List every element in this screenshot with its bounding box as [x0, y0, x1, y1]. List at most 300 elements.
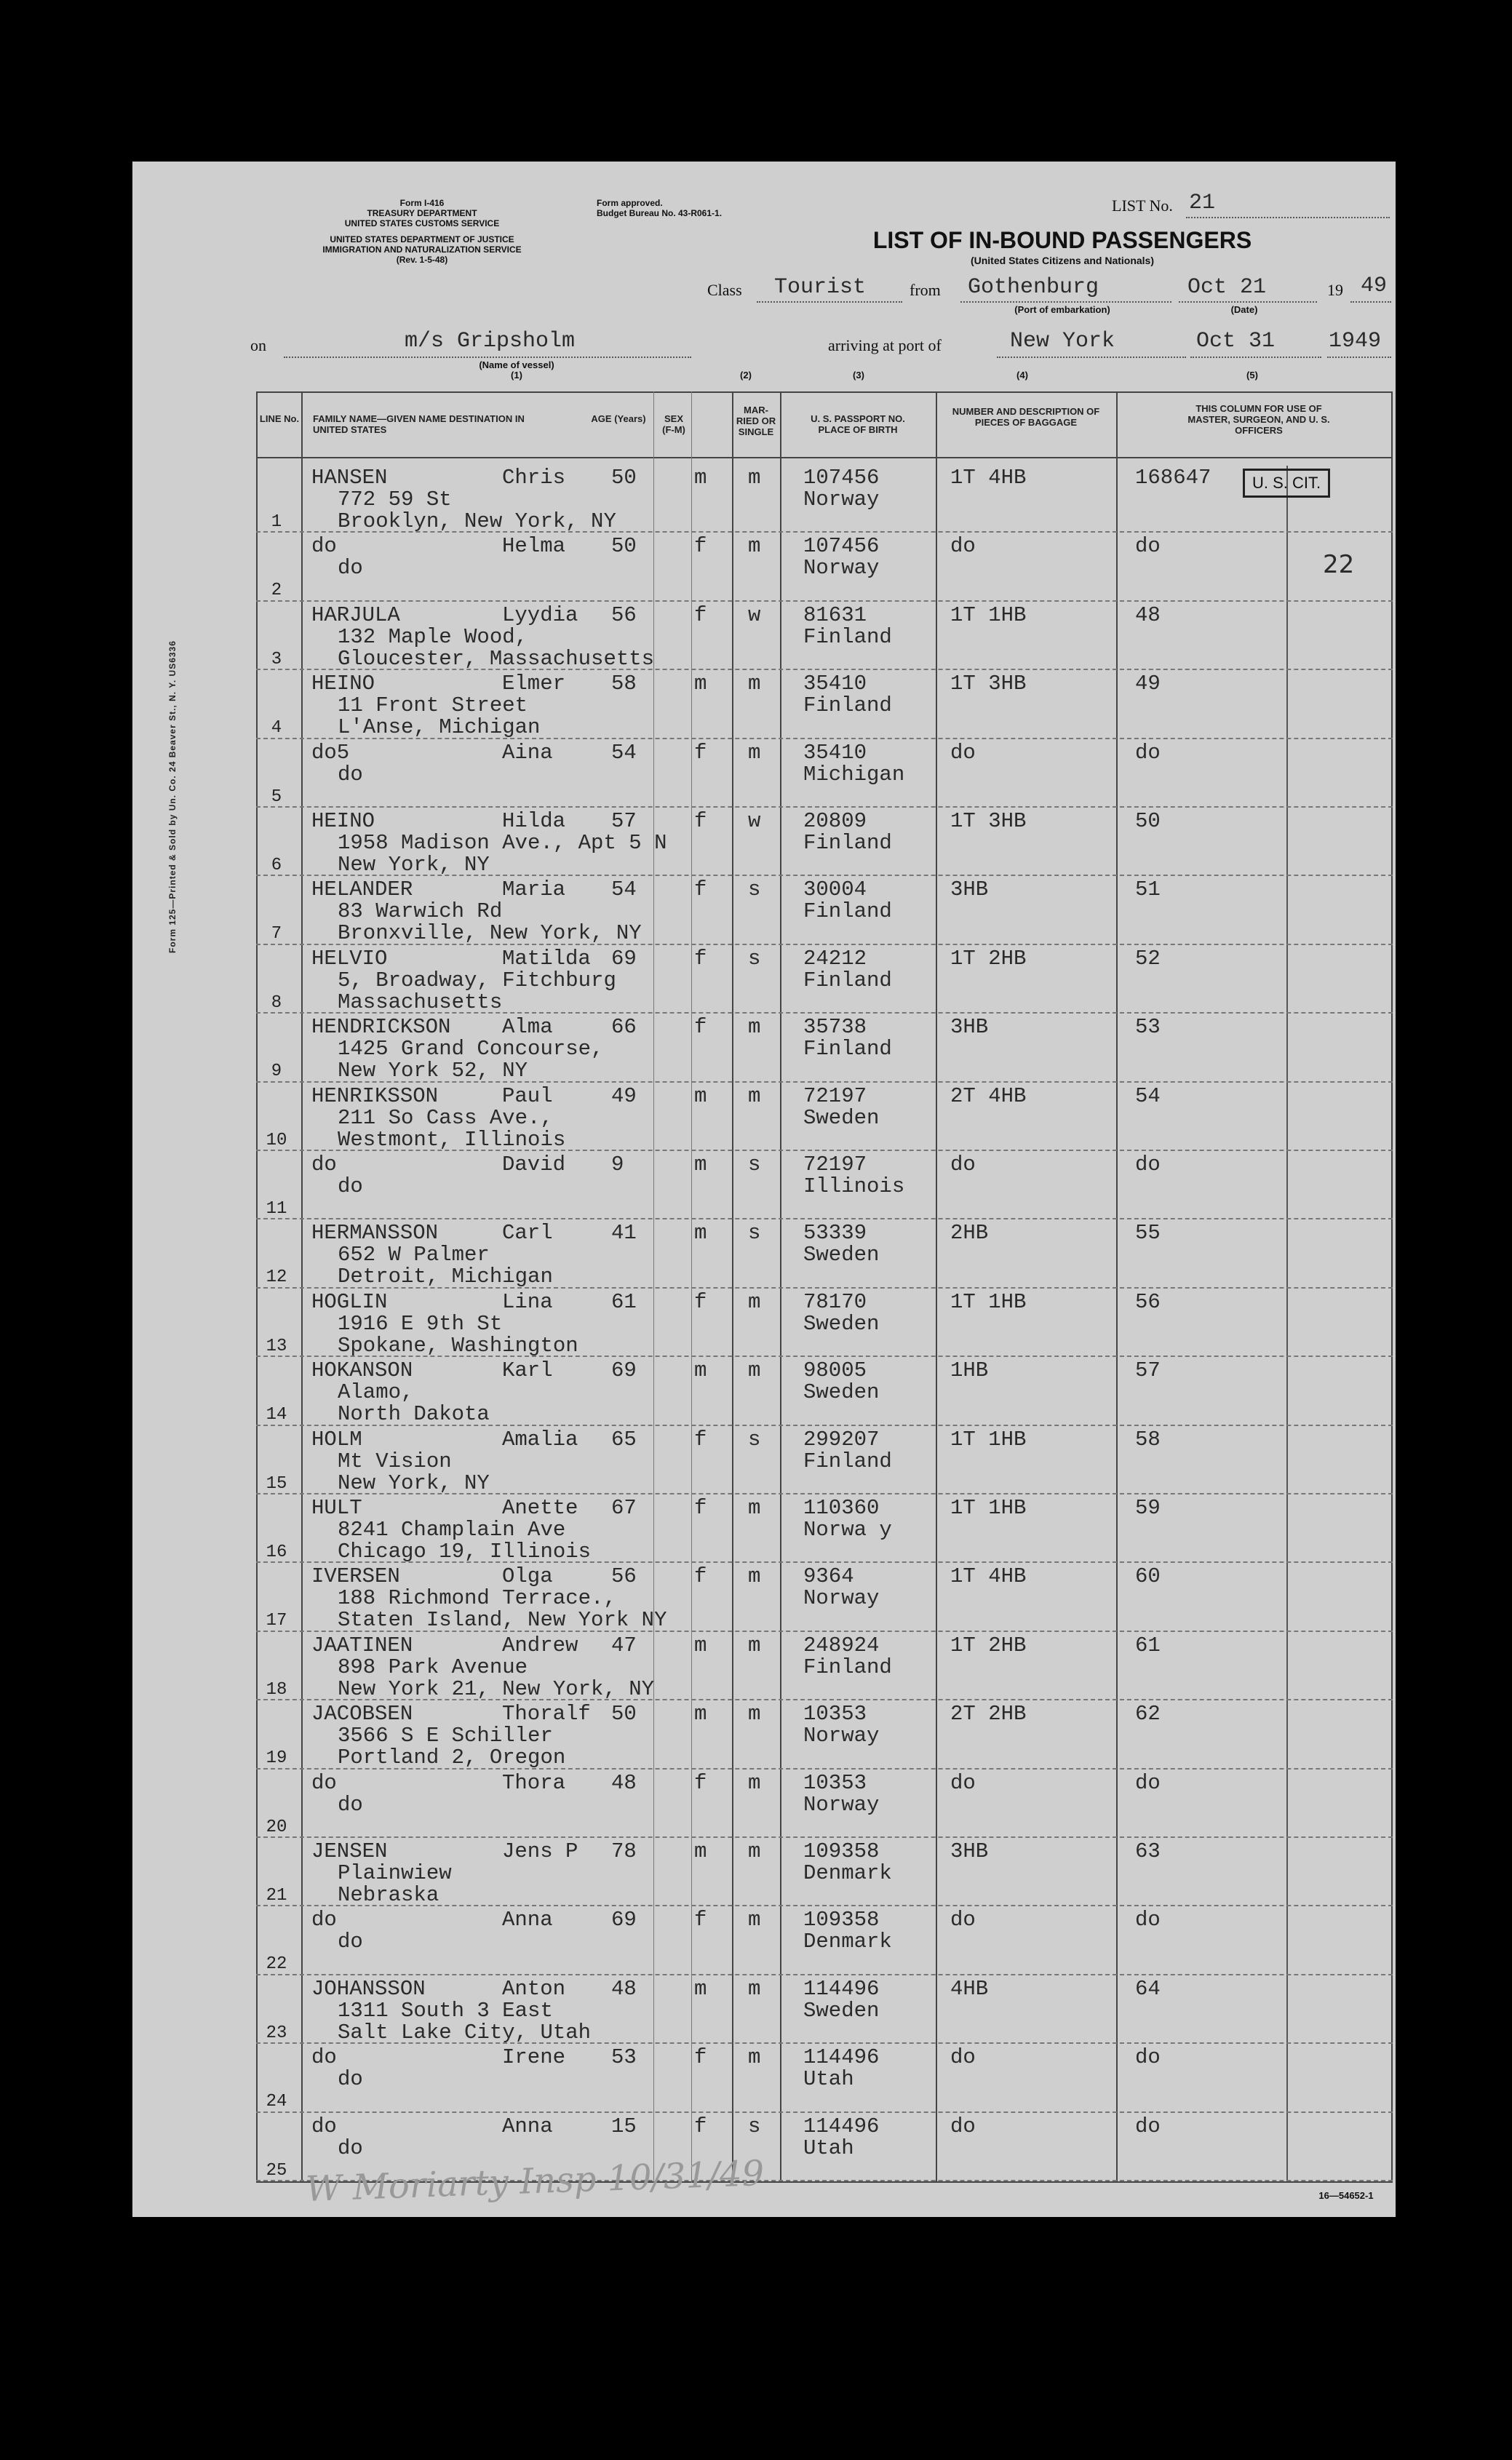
family-name: JAATINEN — [311, 1633, 413, 1657]
embark-year: 49 — [1361, 274, 1388, 298]
class-value: Tourist — [774, 275, 867, 300]
given-name: Thora — [502, 1770, 566, 1795]
sex: m — [694, 1221, 707, 1246]
row-divider — [256, 1425, 1393, 1426]
baggage: 1T 2HB — [950, 1633, 1027, 1657]
given-name: Anton — [502, 1976, 566, 2001]
given-name: Helma — [502, 534, 566, 559]
passport-number: 35410 — [803, 672, 867, 696]
address-line-1: 11 Front Street — [338, 693, 528, 718]
age: 69 — [611, 1908, 637, 1932]
given-name: Anna — [502, 2114, 553, 2138]
address-line-2: Staten Island, New York NY — [338, 1608, 667, 1633]
year-line — [1350, 301, 1391, 303]
baggage: do — [950, 740, 976, 765]
line-number: 11 — [266, 1199, 287, 1219]
address-line-1: do — [338, 556, 363, 581]
given-name: David — [502, 1153, 566, 1177]
given-name: Irene — [502, 2045, 566, 2070]
address-line-2: Salt Lake City, Utah — [338, 2020, 592, 2045]
marital-status: w — [748, 809, 761, 833]
col-header-sex: SEX (F-M) — [662, 413, 685, 435]
address-line-1: 188 Richmond Terrace., — [338, 1586, 616, 1611]
marital-status: m — [748, 740, 761, 765]
marital-status: m — [748, 1015, 761, 1040]
place-of-birth: Finland — [803, 1655, 892, 1679]
marital-status: m — [748, 466, 761, 490]
age: 9 — [611, 1153, 624, 1177]
marital-status: w — [748, 602, 761, 627]
from-line — [960, 301, 1171, 303]
place-of-birth: Norway — [803, 556, 880, 581]
officer-note: 49 — [1135, 672, 1161, 696]
from-label: from — [910, 281, 941, 299]
marital-status: m — [748, 1083, 761, 1108]
officer-note: 48 — [1135, 602, 1161, 627]
row-divider — [256, 806, 1393, 808]
list-no-value: 21 — [1189, 191, 1216, 215]
officer-note: do — [1135, 1153, 1161, 1177]
sex: f — [694, 1496, 707, 1520]
sex: f — [694, 2045, 707, 2070]
port-embark-caption: (Port of embarkation) — [1014, 304, 1110, 315]
family-name: JOHANSSON — [311, 1976, 426, 2001]
address-line-1: 3566 S E Schiller — [338, 1724, 553, 1748]
col-header-age: AGE (Years) — [591, 413, 646, 424]
address-line-2: Bronxville, New York, NY — [338, 921, 642, 946]
baggage: 4HB — [950, 1976, 989, 2001]
line-number: 20 — [266, 1817, 287, 1837]
arrival-date: Oct 31 — [1196, 329, 1276, 354]
row-divider — [256, 1974, 1393, 1975]
baggage: 1T 4HB — [950, 466, 1027, 490]
age: 69 — [611, 946, 637, 971]
marital-status: s — [748, 1427, 761, 1452]
marital-status: m — [748, 1976, 761, 2001]
row-divider — [256, 1081, 1393, 1083]
sex: m — [694, 466, 707, 490]
vessel-name: m/s Gripsholm — [405, 329, 576, 354]
family-name: JACOBSEN — [311, 1702, 413, 1727]
baggage: 3HB — [950, 1839, 989, 1863]
place-of-birth: Norway — [803, 1792, 880, 1817]
address-line-2: New York, NY — [338, 853, 490, 877]
arriving-label: arriving at port of — [828, 336, 942, 354]
officer-note: 61 — [1135, 1633, 1161, 1657]
row-divider — [256, 1836, 1393, 1838]
line-number: 12 — [266, 1267, 287, 1288]
address-line-2: Brooklyn, New York, NY — [338, 509, 616, 533]
baggage: 1T 2HB — [950, 946, 1027, 971]
officer-note: 54 — [1135, 1083, 1161, 1108]
place-of-birth: Sweden — [803, 1380, 880, 1405]
given-name: Maria — [502, 877, 566, 902]
budget-bureau: Budget Bureau No. 43-R061-1. — [597, 208, 723, 218]
address-line-2: New York, NY — [338, 1470, 490, 1495]
address-line-1: Mt Vision — [338, 1449, 452, 1473]
sex: f — [694, 946, 707, 971]
address-line-2: Spokane, Washington — [338, 1333, 578, 1358]
sex: f — [694, 809, 707, 833]
family-name: HELVIO — [311, 946, 388, 971]
marital-status: m — [748, 1839, 761, 1863]
given-name: Hilda — [502, 809, 566, 833]
address-line-2: Portland 2, Oregon — [338, 1746, 566, 1770]
arrival-date-line — [1190, 357, 1321, 358]
passport-number: 114496 — [803, 1976, 880, 2001]
family-name: do — [311, 1770, 337, 1795]
us-citizen-stamp: U. S. CIT. — [1243, 469, 1330, 498]
marital-status: s — [748, 877, 761, 902]
marital-status: m — [748, 1358, 761, 1383]
sex: f — [694, 877, 707, 902]
given-name: Olga — [502, 1564, 553, 1589]
sex: f — [694, 740, 707, 765]
family-name: HANSEN — [311, 466, 388, 490]
given-name: Amalia — [502, 1427, 578, 1452]
row-divider — [256, 531, 1393, 533]
address-line-2: New York 21, New York, NY — [338, 1676, 655, 1701]
class-line — [757, 301, 902, 303]
sex: m — [694, 1153, 707, 1177]
age: 48 — [611, 1976, 637, 2001]
form-revision: (Rev. 1-5-48) — [396, 255, 448, 265]
marital-status: m — [748, 1908, 761, 1932]
line-number: 9 — [271, 1062, 282, 1082]
budget-block — [597, 198, 815, 218]
line-number: 10 — [266, 1130, 287, 1150]
given-name: Andrew — [502, 1633, 578, 1657]
family-name: HOLM — [311, 1427, 362, 1452]
passport-number: 109358 — [803, 1908, 880, 1932]
officer-note: 56 — [1135, 1289, 1161, 1314]
sex: m — [694, 1702, 707, 1727]
place-of-birth: Finland — [803, 624, 892, 649]
age: 78 — [611, 1839, 637, 1863]
family-name: HENDRICKSON — [311, 1015, 451, 1040]
officer-note: do — [1135, 534, 1161, 559]
passport-number: 107456 — [803, 466, 880, 490]
form-number: Form I-416 — [399, 198, 445, 208]
col-header-baggage: NUMBER AND DESCRIPTION OF PIECES OF BAGGAGE — [952, 406, 1100, 428]
line-number: 2 — [271, 581, 282, 601]
place-of-birth: Norway — [803, 1586, 880, 1611]
family-name: HULT — [311, 1496, 362, 1520]
address-line-1: do — [338, 2067, 363, 2092]
customs-service: UNITED STATES CUSTOMS SERVICE — [344, 218, 500, 228]
marital-status: m — [748, 1289, 761, 1314]
form-agency-block — [247, 198, 597, 265]
on-label: on — [250, 336, 266, 354]
page-subtitle: (United States Citizens and Nationals) — [970, 255, 1155, 266]
marital-status: m — [748, 1496, 761, 1520]
family-name: HEINO — [311, 809, 375, 833]
row-divider — [256, 1287, 1393, 1289]
row-divider — [256, 875, 1393, 876]
officer-note: 59 — [1135, 1496, 1161, 1520]
address-line-1: do — [338, 1792, 363, 1817]
age: 50 — [611, 1702, 637, 1727]
page-title: LIST OF IN-BOUND PASSENGERS — [872, 227, 1252, 253]
place-of-birth: Denmark — [803, 1930, 892, 1954]
line-number: 8 — [271, 992, 282, 1013]
passport-number: 10353 — [803, 1702, 867, 1727]
header-bottom-border — [256, 457, 1393, 458]
baggage: 2T 4HB — [950, 1083, 1027, 1108]
line-number: 19 — [266, 1748, 287, 1769]
address-line-2: New York 52, NY — [338, 1059, 528, 1083]
line-number: 4 — [271, 718, 282, 739]
col-header-officers: THIS COLUMN FOR USE OF MASTER, SURGEON, AND U. S. OFFICERS — [1187, 403, 1330, 436]
passport-number: 35738 — [803, 1015, 867, 1040]
passport-number: 107456 — [803, 534, 880, 559]
line-number: 25 — [266, 2160, 287, 2181]
baggage: do — [950, 1153, 976, 1177]
passport-number: 53339 — [803, 1221, 867, 1246]
address-line-1: 5, Broadway, Fitchburg — [338, 968, 616, 992]
col-num-5: (5) — [1246, 370, 1258, 381]
baggage: 3HB — [950, 1015, 989, 1040]
passport-number: 114496 — [803, 2114, 880, 2138]
address-line-1: 1916 E 9th St — [338, 1311, 503, 1336]
margin-number: 22 — [1323, 550, 1355, 579]
line-number: 3 — [271, 649, 282, 669]
officer-note: 55 — [1135, 1221, 1161, 1246]
age: 54 — [611, 740, 637, 765]
passport-number: 299207 — [803, 1427, 880, 1452]
family-name: HERMANSSON — [311, 1221, 439, 1246]
family-name: JENSEN — [311, 1839, 388, 1863]
officer-note: 51 — [1135, 877, 1161, 902]
row-divider — [256, 1631, 1393, 1632]
age: 41 — [611, 1221, 637, 1246]
officer-margin-line — [1286, 466, 1288, 2181]
arrival-year: 1949 — [1329, 329, 1382, 354]
given-name: Elmer — [502, 672, 566, 696]
marital-status: s — [748, 1221, 761, 1246]
row-divider — [256, 2111, 1393, 2113]
address-line-1: do — [338, 762, 363, 787]
passport-number: 81631 — [803, 602, 867, 627]
baggage: do — [950, 1770, 976, 1795]
passport-number: 72197 — [803, 1153, 867, 1177]
given-name: Anette — [502, 1496, 578, 1520]
class-label: Class — [707, 281, 742, 299]
address-line-1: 211 So Cass Ave., — [338, 1105, 553, 1130]
officer-note: do — [1135, 740, 1161, 765]
sex: m — [694, 1839, 707, 1863]
given-name: Chris — [502, 466, 566, 490]
vessel-caption: (Name of vessel) — [479, 359, 554, 370]
sex: f — [694, 534, 707, 559]
marital-status: m — [748, 534, 761, 559]
arrival-year-line — [1327, 357, 1391, 358]
baggage: 1T 3HB — [950, 809, 1027, 833]
place-of-birth: Finland — [803, 968, 892, 992]
sex: f — [694, 2114, 707, 2138]
baggage: do — [950, 2045, 976, 2070]
age: 57 — [611, 809, 637, 833]
marital-status: s — [748, 2114, 761, 2138]
line-number: 7 — [271, 924, 282, 944]
vessel-line — [284, 357, 691, 358]
passport-number: 20809 — [803, 809, 867, 833]
date-caption: (Date) — [1230, 304, 1258, 315]
baggage: 1T 3HB — [950, 672, 1027, 696]
given-name: Aina — [502, 740, 553, 765]
address-line-1: do — [338, 2135, 363, 2160]
officer-note: 60 — [1135, 1564, 1161, 1589]
passport-number: 98005 — [803, 1358, 867, 1383]
place-of-birth: Finland — [803, 1449, 892, 1473]
age: 49 — [611, 1083, 637, 1108]
col-header-name: FAMILY NAME—GIVEN NAME DESTINATION IN UNITED STATES — [313, 413, 525, 435]
given-name: Paul — [502, 1083, 553, 1108]
treasury-department: TREASURY DEPARTMENT — [367, 208, 477, 218]
age: 53 — [611, 2045, 637, 2070]
list-no-line — [1186, 217, 1390, 218]
sex: f — [694, 1908, 707, 1932]
officer-note: 52 — [1135, 946, 1161, 971]
marital-status: m — [748, 2045, 761, 2070]
line-number: 24 — [266, 2092, 287, 2112]
address-line-1: 1425 Grand Concourse, — [338, 1037, 604, 1062]
address-line-2: L'Anse, Michigan — [338, 715, 541, 740]
sex: m — [694, 672, 707, 696]
address-line-2: North Dakota — [338, 1402, 490, 1427]
baggage: 2T 2HB — [950, 1702, 1027, 1727]
address-line-2: Detroit, Michigan — [338, 1265, 553, 1289]
line-number: 21 — [266, 1886, 287, 1906]
place-of-birth: Finland — [803, 693, 892, 718]
address-line-1: 652 W Palmer — [338, 1243, 490, 1267]
given-name: Thoralf — [502, 1702, 591, 1727]
line-number: 6 — [271, 856, 282, 875]
officer-note: 58 — [1135, 1427, 1161, 1452]
place-of-birth: Finland — [803, 1037, 892, 1062]
officer-note: do — [1135, 1908, 1161, 1932]
row-divider — [256, 600, 1393, 602]
officer-note: 53 — [1135, 1015, 1161, 1040]
row-divider — [256, 944, 1393, 945]
marital-status: m — [748, 672, 761, 696]
col-num-1: (1) — [511, 370, 522, 381]
sex: f — [694, 1564, 707, 1589]
place-of-birth: Norway — [803, 487, 880, 511]
family-name: HENRIKSSON — [311, 1083, 439, 1108]
line-number: 18 — [266, 1679, 287, 1700]
address-line-1: 772 59 St — [338, 487, 452, 511]
baggage: 1T 1HB — [950, 1289, 1027, 1314]
address-line-1: Alamo, — [338, 1380, 414, 1405]
list-no-label: LIST No. — [1112, 196, 1173, 215]
place-of-birth: Utah — [803, 2067, 854, 2092]
line-number: 15 — [266, 1473, 287, 1494]
row-divider — [256, 738, 1393, 739]
row-divider — [256, 1561, 1393, 1563]
row-divider — [256, 1699, 1393, 1700]
age: 54 — [611, 877, 637, 902]
address-line-1: 1958 Madison Ave., Apt 5 N — [338, 831, 667, 855]
age: 56 — [611, 1564, 637, 1589]
family-name: HELANDER — [311, 877, 413, 902]
address-line-1: do — [338, 1174, 363, 1198]
passport-number: 30004 — [803, 877, 867, 902]
line-number: 23 — [266, 2023, 287, 2043]
footer-code: 16—54652-1 — [1318, 2190, 1374, 2201]
year-prefix: 19 — [1327, 281, 1343, 299]
given-name: Alma — [502, 1015, 553, 1040]
marital-status: m — [748, 1633, 761, 1657]
place-of-birth: Sweden — [803, 1311, 880, 1336]
passport-number: 248924 — [803, 1633, 880, 1657]
row-divider — [256, 1218, 1393, 1219]
age: 15 — [611, 2114, 637, 2138]
sex: f — [694, 1015, 707, 1040]
place-of-birth: Illinois — [803, 1174, 905, 1198]
age: 48 — [611, 1770, 637, 1795]
given-name: Jens P — [502, 1839, 578, 1863]
place-of-birth: Norway — [803, 1724, 880, 1748]
passport-number: 114496 — [803, 2045, 880, 2070]
passport-number: 110360 — [803, 1496, 880, 1520]
family-name: HOGLIN — [311, 1289, 388, 1314]
officer-note: 62 — [1135, 1702, 1161, 1727]
row-divider — [256, 1150, 1393, 1151]
passport-number: 78170 — [803, 1289, 867, 1314]
baggage: 2HB — [950, 1221, 989, 1246]
baggage: 1T 4HB — [950, 1564, 1027, 1589]
officer-note: do — [1135, 1770, 1161, 1795]
sex: m — [694, 1083, 707, 1108]
officer-note: 64 — [1135, 1976, 1161, 2001]
marital-status: m — [748, 1564, 761, 1589]
col-num-4: (4) — [1016, 370, 1028, 381]
place-of-birth: Utah — [803, 2135, 854, 2160]
row-divider — [256, 1356, 1393, 1357]
officer-note: do — [1135, 2114, 1161, 2138]
address-line-1: 83 Warwich Rd — [338, 899, 503, 924]
age: 58 — [611, 672, 637, 696]
marital-status: m — [748, 1770, 761, 1795]
printer-imprint: Form 125—Printed & Sold by Un. Co. 24 Beaver St., N. Y. US6336 — [167, 640, 178, 953]
address-line-1: 8241 Champlain Ave — [338, 1518, 566, 1542]
officer-note: 50 — [1135, 809, 1161, 833]
line-number: 13 — [266, 1336, 287, 1356]
table-top-border — [256, 391, 1393, 393]
family-name: do — [311, 2045, 337, 2070]
row-divider — [256, 1493, 1393, 1494]
col-num-2: (2) — [740, 370, 752, 381]
given-name: Lina — [502, 1289, 553, 1314]
line-number: 22 — [266, 1954, 287, 1975]
address-line-2: Nebraska — [338, 1883, 439, 1907]
address-line-2: Gloucester, Massachusetts — [338, 646, 655, 671]
ins-service: IMMIGRATION AND NATURALIZATION SERVICE — [322, 244, 522, 255]
line-number: 16 — [266, 1543, 287, 1562]
officer-note: 63 — [1135, 1839, 1161, 1863]
arrival-port-line — [997, 357, 1186, 358]
sex: f — [694, 1770, 707, 1795]
arrival-port: New York — [1010, 329, 1115, 354]
officer-note: do — [1135, 2045, 1161, 2070]
baggage: 1T 1HB — [950, 1496, 1027, 1520]
passport-number: 72197 — [803, 1083, 867, 1108]
place-of-birth: Denmark — [803, 1861, 892, 1885]
passport-number: 109358 — [803, 1839, 880, 1863]
address-line-1: Plainwiew — [338, 1861, 452, 1885]
row-divider — [256, 1012, 1393, 1014]
